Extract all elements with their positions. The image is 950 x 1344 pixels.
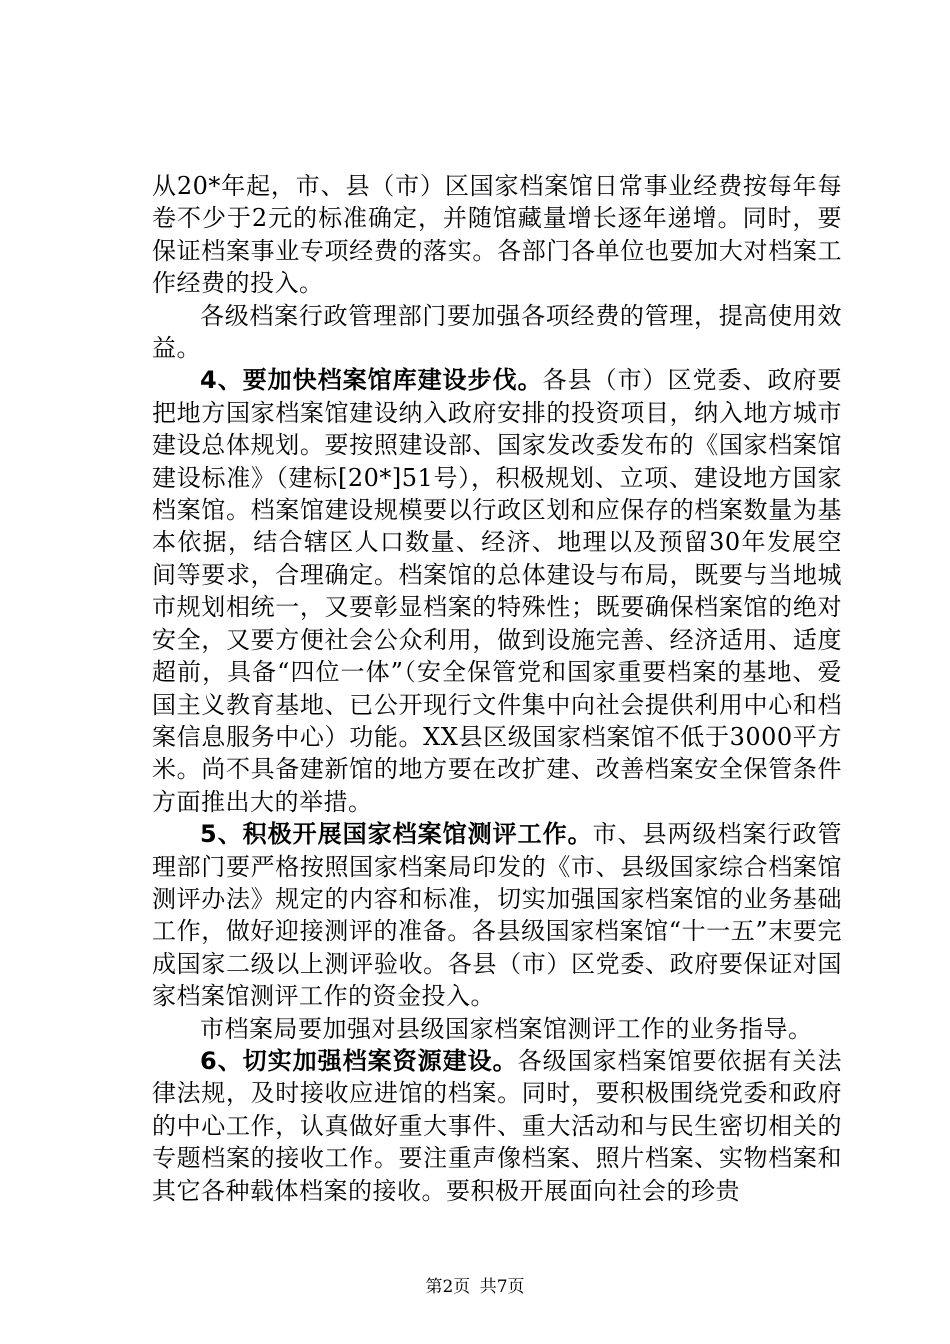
- paragraph-text: 各县（市）区党委、政府要把地方国家档案馆建设纳入政府安排的投资项目，纳入地方城市建设总体规划。要按照建设部、国家发改委发布的《国家档案馆建设标准》（建标[20*]51号），积极规划、立项、建设地方国家档案馆。档案馆建设规模要以行政区划和应保存的档案数量为基本依据，结合辖区人口数量、经济、地理以及预留30年发展空间等要求，合理确定。档案馆的总体建设与布局，既要与当地城市规划相统一，又要彰显档案的特殊性；既要确保档案馆的绝对安全，又要方便社会公众利用，做到设施完善、经济适用、适度超前，具备“四位一体”（安全保管党和国家重要档案的基地、爱国主义教育基地、已公开现行文件集中向社会提供利用中心和档案信息服务中心）功能。XX县区级国家档案馆不低于3000平方米。尚不具备建新馆的地方要在改扩建、改善档案安全保管条件方面推出大的举措。: [152, 366, 843, 816]
- page-number: 第2页: [425, 1277, 471, 1297]
- paragraph-text: 市档案局要加强对县级国家档案馆测评工作的业务指导。: [200, 1014, 813, 1043]
- document-body: [152, 170, 842, 1207]
- paragraph-text: 从20*年起，市、县（市）区国家档案馆日常事业经费按每年每卷不少于2元的标准确定，并随馆藏量增长逐年递增。同时，要保证档案事业专项经费的落实。各部门各单位也要加大对档案工作经费的投入。: [152, 172, 842, 298]
- paragraph-5: [152, 1013, 842, 1045]
- paragraph-text: 各级国家档案馆要依据有关法律法规，及时接收应进馆的档案。同时，要积极围绕党委和政府的中心工作，认真做好重大事件、重大活动和与民生密切相关的专题档案的接收工作。要注重声像档案、照片档案、实物档案和其它各种载体档案的接收。要积极开展面向社会的珍贵: [152, 1046, 842, 1205]
- paragraph-2: [152, 300, 842, 365]
- paragraph-1: [152, 170, 842, 300]
- section-heading-4: 4、要加快档案馆库建设步伐。: [200, 366, 543, 395]
- section-heading-5: 5、积极开展国家档案馆测评工作。: [200, 820, 593, 849]
- paragraph-text: 各级档案行政管理部门要加强各项经费的管理，提高使用效益。: [152, 301, 842, 363]
- paragraph-text: 市、县两级档案行政管理部门要严格按照国家档案局印发的《市、县级国家综合档案馆测评办法》规定的内容和标准，切实加强国家档案馆的业务基础工作，做好迎接测评的准备。各县级国家档案馆“十一五”末要完成国家二级以上测评验收。各县（市）区党委、政府要保证对国家档案馆测评工作的资金投入。: [152, 820, 843, 1011]
- section-heading-6: 6、切实加强档案资源建设。: [200, 1046, 518, 1075]
- paragraph-3: [152, 364, 842, 818]
- page-total: 共7页: [479, 1277, 525, 1297]
- paragraph-4: [152, 818, 842, 1012]
- paragraph-6: [152, 1045, 842, 1207]
- page-footer: [0, 1272, 950, 1297]
